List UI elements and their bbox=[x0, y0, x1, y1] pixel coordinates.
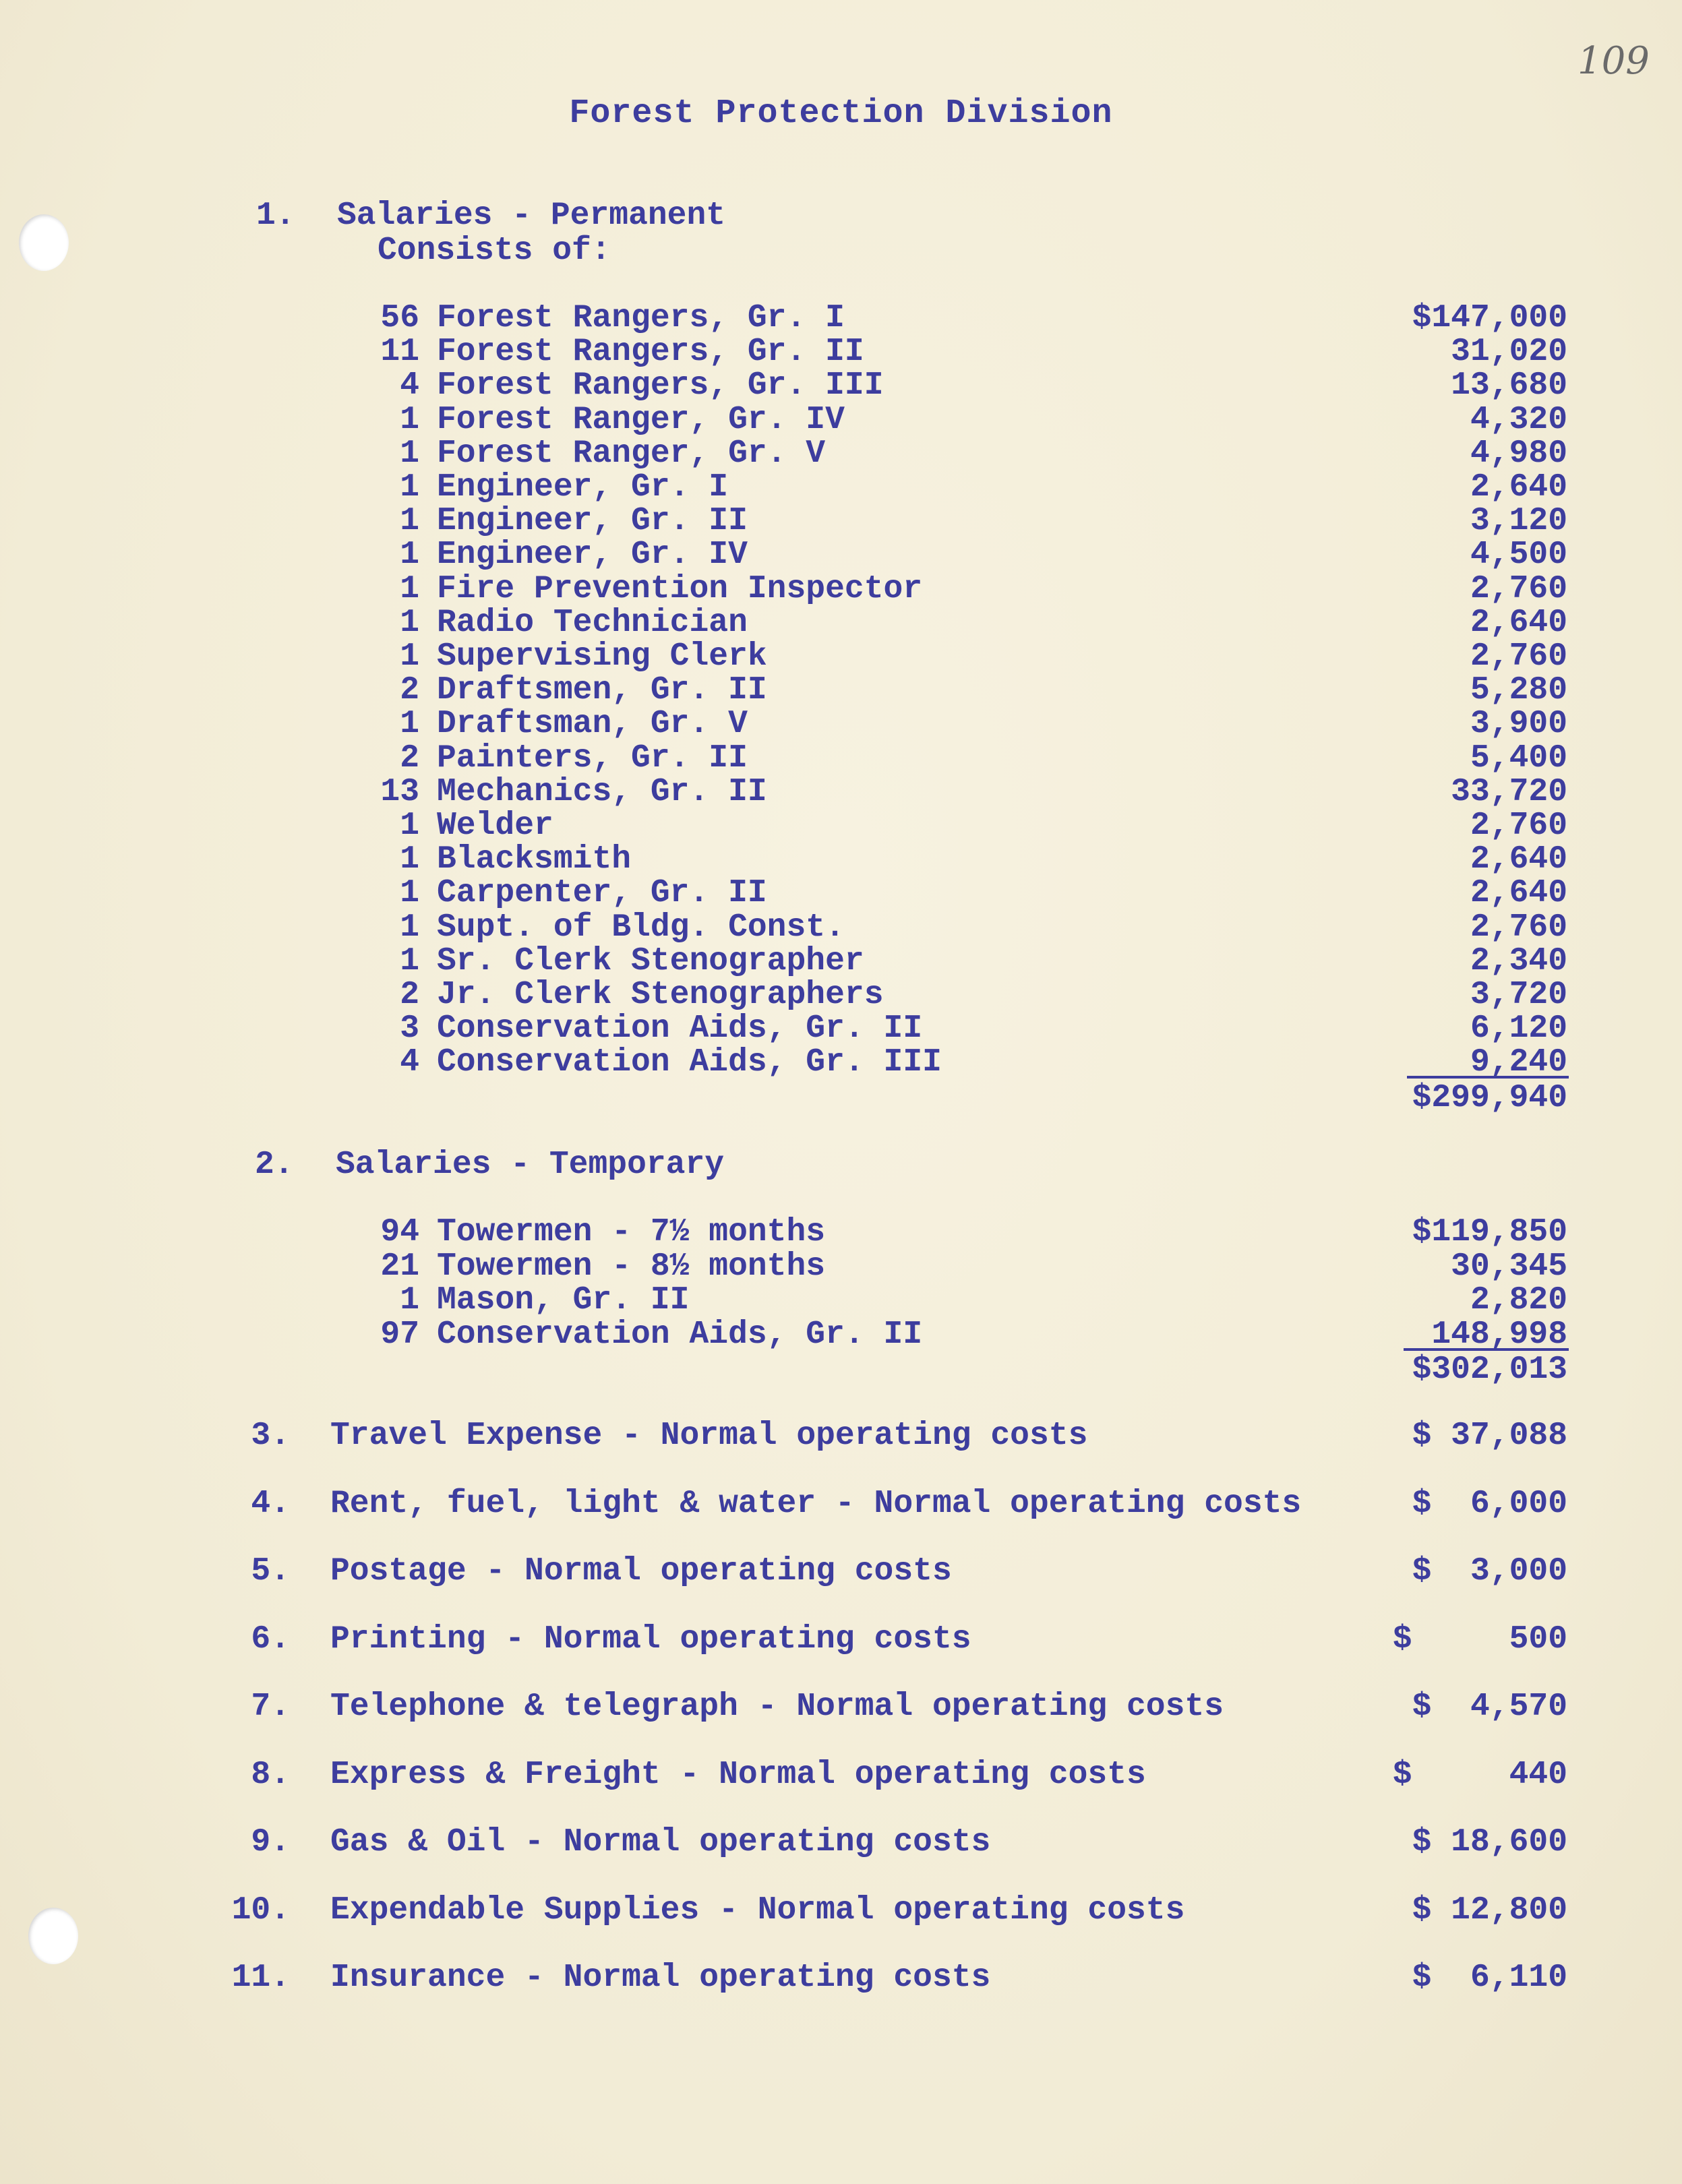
expense-description: Telephone & telegraph - Normal operating costs bbox=[330, 1689, 1224, 1725]
item-description: Blacksmith bbox=[437, 841, 632, 878]
item-amount: 148,998 bbox=[1431, 1316, 1567, 1353]
item-quantity: 11 bbox=[380, 334, 419, 371]
item-quantity: 1 bbox=[400, 503, 419, 540]
expense-amount: $ 18,600 bbox=[1412, 1824, 1567, 1860]
expense-amount: $ 440 bbox=[1392, 1756, 1567, 1793]
page-number: 109 bbox=[1578, 39, 1650, 83]
item-amount: 4,980 bbox=[1470, 435, 1567, 472]
expense-amount: $ 12,800 bbox=[1412, 1891, 1567, 1929]
section-total: $299,940 bbox=[1412, 1080, 1567, 1116]
item-description: Engineer, Gr. IV bbox=[437, 537, 748, 574]
item-description: Mechanics, Gr. II bbox=[437, 773, 767, 810]
expense-amount: $ 3,000 bbox=[1412, 1553, 1567, 1589]
expense-description: Printing - Normal operating costs bbox=[330, 1620, 971, 1658]
item-description: Draftsmen, Gr. II bbox=[437, 672, 767, 709]
item-amount: 5,280 bbox=[1470, 672, 1567, 709]
item-quantity: 4 bbox=[400, 1044, 419, 1081]
item-quantity: 1 bbox=[400, 808, 419, 844]
total-rule bbox=[1407, 1076, 1569, 1079]
item-amount: 2,640 bbox=[1470, 469, 1567, 506]
item-description: Forest Rangers, Gr. II bbox=[437, 334, 864, 371]
item-amount: 30,345 bbox=[1451, 1248, 1567, 1285]
page-title: Forest Protection Division bbox=[569, 94, 1113, 133]
expense-amount: $ 37,088 bbox=[1412, 1418, 1567, 1454]
expense-number: 7. bbox=[251, 1689, 290, 1725]
item-amount: 2,760 bbox=[1470, 808, 1567, 844]
item-quantity: 3 bbox=[400, 1010, 419, 1048]
expense-number: 8. bbox=[251, 1756, 290, 1793]
item-amount: 2,760 bbox=[1470, 909, 1567, 946]
item-description: Forest Rangers, Gr. III bbox=[437, 367, 884, 404]
section-heading: Salaries - Temporary bbox=[336, 1147, 725, 1183]
item-quantity: 1 bbox=[400, 469, 419, 506]
expense-number: 3. bbox=[251, 1418, 290, 1454]
section-heading: Salaries - Permanent bbox=[337, 198, 726, 234]
item-description: Jr. Clerk Stenographers bbox=[437, 977, 884, 1013]
item-amount: 3,900 bbox=[1470, 706, 1567, 743]
item-amount: 4,320 bbox=[1470, 401, 1567, 438]
item-amount: 2,820 bbox=[1470, 1282, 1567, 1318]
item-quantity: 56 bbox=[380, 300, 419, 336]
expense-amount: $ 6,000 bbox=[1412, 1485, 1567, 1522]
expense-number: 11. bbox=[231, 1960, 290, 1996]
section-total: $302,013 bbox=[1412, 1352, 1567, 1388]
expense-number: 9. bbox=[251, 1824, 290, 1860]
punch-hole-bottom bbox=[28, 1908, 78, 1964]
item-description: Draftsman, Gr. V bbox=[437, 706, 748, 743]
expense-description: Express & Freight - Normal operating costs bbox=[330, 1756, 1146, 1793]
expense-description: Gas & Oil - Normal operating costs bbox=[330, 1824, 991, 1860]
item-quantity: 1 bbox=[400, 841, 419, 878]
item-amount: 3,120 bbox=[1470, 503, 1567, 540]
item-description: Radio Technician bbox=[437, 604, 748, 641]
item-amount: 13,680 bbox=[1451, 367, 1567, 404]
expense-description: Expendable Supplies - Normal operating costs bbox=[330, 1891, 1185, 1929]
item-quantity: 4 bbox=[400, 367, 419, 404]
item-amount: 6,120 bbox=[1470, 1010, 1567, 1048]
section-number: 2. bbox=[255, 1147, 294, 1183]
section-number: 1. bbox=[256, 198, 295, 234]
item-description: Supervising Clerk bbox=[437, 638, 767, 675]
item-quantity: 13 bbox=[380, 773, 419, 810]
item-description: Conservation Aids, Gr. II bbox=[437, 1316, 923, 1353]
item-amount: 2,760 bbox=[1470, 570, 1567, 607]
expense-description: Postage - Normal operating costs bbox=[330, 1553, 952, 1589]
item-description: Forest Ranger, Gr. IV bbox=[437, 401, 845, 438]
expense-amount: $ 500 bbox=[1392, 1620, 1567, 1658]
expense-number: 10. bbox=[231, 1891, 290, 1929]
expense-number: 5. bbox=[251, 1553, 290, 1589]
expense-number: 6. bbox=[251, 1620, 290, 1658]
item-quantity: 1 bbox=[400, 435, 419, 472]
item-quantity: 1 bbox=[400, 570, 419, 607]
expense-description: Rent, fuel, light & water - Normal operating costs bbox=[330, 1485, 1302, 1522]
item-quantity: 1 bbox=[400, 706, 419, 743]
item-amount: $147,000 bbox=[1412, 300, 1567, 336]
item-description: Engineer, Gr. I bbox=[437, 469, 729, 506]
item-description: Forest Ranger, Gr. V bbox=[437, 435, 826, 472]
item-amount: 2,340 bbox=[1470, 942, 1567, 979]
item-description: Mason, Gr. II bbox=[437, 1282, 690, 1318]
item-description: Towermen - 8½ months bbox=[437, 1248, 826, 1285]
item-quantity: 1 bbox=[400, 1282, 419, 1318]
item-amount: 9,240 bbox=[1470, 1044, 1567, 1081]
item-quantity: 1 bbox=[400, 537, 419, 574]
item-quantity: 97 bbox=[380, 1316, 419, 1353]
item-quantity: 2 bbox=[400, 977, 419, 1013]
item-quantity: 1 bbox=[400, 909, 419, 946]
item-quantity: 1 bbox=[400, 401, 419, 438]
item-description: Forest Rangers, Gr. I bbox=[437, 300, 845, 336]
item-description: Fire Prevention Inspector bbox=[437, 570, 923, 607]
item-amount: 33,720 bbox=[1451, 773, 1567, 810]
expense-amount: $ 6,110 bbox=[1412, 1960, 1567, 1996]
item-quantity: 94 bbox=[380, 1214, 419, 1250]
expense-number: 4. bbox=[251, 1485, 290, 1522]
item-quantity: 2 bbox=[400, 739, 419, 777]
item-description: Towermen - 7½ months bbox=[437, 1214, 826, 1250]
item-amount: 31,020 bbox=[1451, 334, 1567, 371]
punch-hole-top bbox=[19, 214, 69, 271]
total-rule bbox=[1404, 1348, 1569, 1351]
item-amount: 2,640 bbox=[1470, 875, 1567, 912]
item-description: Painters, Gr. II bbox=[437, 739, 748, 777]
item-quantity: 21 bbox=[380, 1248, 419, 1285]
item-description: Supt. of Bldg. Const. bbox=[437, 909, 845, 946]
item-amount: 3,720 bbox=[1470, 977, 1567, 1013]
item-description: Engineer, Gr. II bbox=[437, 503, 748, 540]
item-description: Sr. Clerk Stenographer bbox=[437, 942, 864, 979]
item-description: Welder bbox=[437, 808, 553, 844]
item-amount: 2,640 bbox=[1470, 841, 1567, 878]
expense-amount: $ 4,570 bbox=[1412, 1689, 1567, 1725]
item-amount: 4,500 bbox=[1470, 537, 1567, 574]
item-description: Carpenter, Gr. II bbox=[437, 875, 767, 912]
item-description: Conservation Aids, Gr. II bbox=[437, 1010, 923, 1048]
item-amount: 2,640 bbox=[1470, 604, 1567, 641]
item-amount: $119,850 bbox=[1412, 1214, 1567, 1250]
item-amount: 5,400 bbox=[1470, 739, 1567, 777]
item-quantity: 1 bbox=[400, 942, 419, 979]
item-amount: 2,760 bbox=[1470, 638, 1567, 675]
item-quantity: 1 bbox=[400, 638, 419, 675]
section-subheading: Consists of: bbox=[378, 233, 611, 269]
item-quantity: 2 bbox=[400, 672, 419, 709]
item-quantity: 1 bbox=[400, 604, 419, 641]
expense-description: Insurance - Normal operating costs bbox=[330, 1960, 991, 1996]
expense-description: Travel Expense - Normal operating costs bbox=[330, 1418, 1088, 1454]
item-quantity: 1 bbox=[400, 875, 419, 912]
item-description: Conservation Aids, Gr. III bbox=[437, 1044, 942, 1081]
